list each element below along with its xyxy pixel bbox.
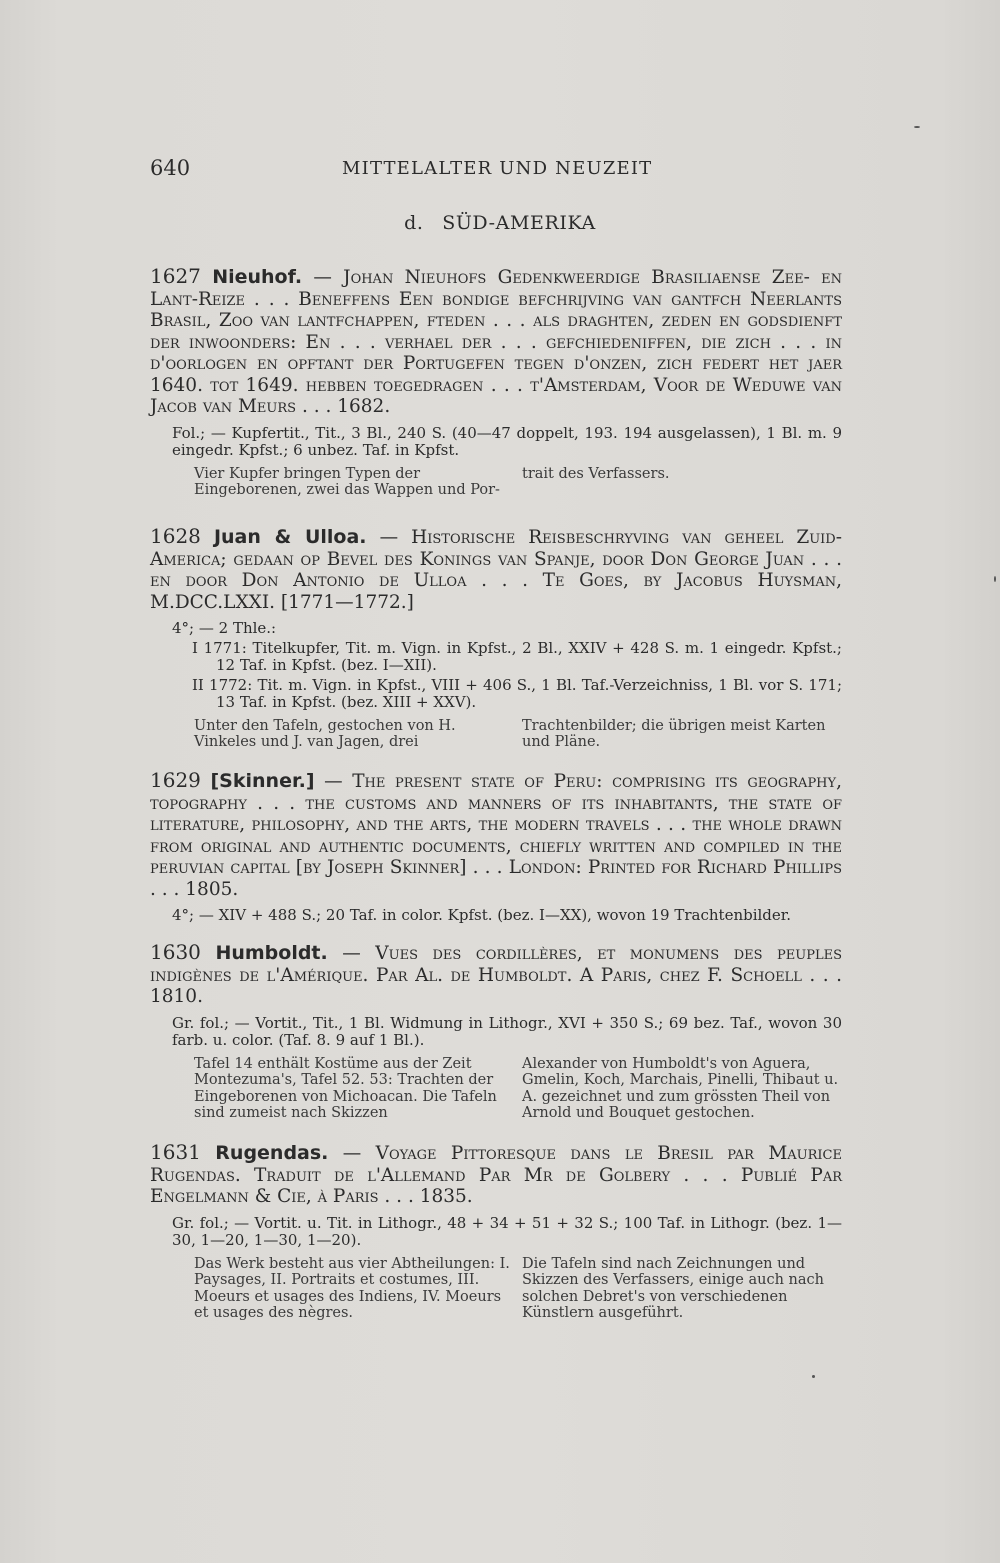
catalog-entry: [150, 266, 842, 499]
entry-heading: [150, 1142, 842, 1208]
entry-title: — Johan Nieuhofs Gedenkweerdige Brasiliaense Zee- en Lant-Reize . . . Beneffens Een bondige befchrijving van gantfch Neerlants Brasil, Zoo van lantfchappen, fteden . . . als draghten, zeden en godsdienft der inwoonders: En . . . verhael der . . . gefchiedeniffen, die zich . . . in d'oorlogen en opftant der Portugefen tegen d'onzen, zich federt het jaer 1640. tot 1649. hebben toegedragen . . . t'Amsterdam, Voor de Weduwe van Jacob van Meurs . . . 1682.: [150, 267, 842, 417]
section-title: [0, 212, 1000, 234]
paper-speck: [812, 1375, 815, 1378]
note-right: Alexander von Humboldt's von Aguera, Gmelin, Koch, Marchais, Pinelli, Thibaut u. A. gezeichnet und zum grössten Theil von Arnold und Bouquet gestochen.: [522, 1055, 839, 1121]
entry-number: 1631: [150, 1140, 201, 1164]
entry-notes: [150, 466, 842, 499]
collation-text: 4°; — 2 Thle.:: [172, 619, 277, 637]
entry-author: Nieuhof.: [212, 266, 303, 288]
catalog-entry: [150, 942, 842, 1122]
page-header: [150, 156, 840, 186]
entry-notes: [150, 718, 842, 751]
entry-author: Humboldt.: [215, 942, 328, 964]
catalog-entry: [150, 1142, 842, 1322]
entry-heading: [150, 266, 842, 418]
catalog-entry: [150, 526, 842, 751]
note-left: Unter den Tafeln, gestochen von H. Vinkeles und J. van Jagen, drei: [194, 717, 456, 750]
entry-number: 1630: [150, 940, 201, 964]
entry-heading: [150, 942, 842, 1008]
volume-line: I 1771: Titelkupfer, Tit. m. Vign. in Kpfst., 2 Bl., XXIV + 428 S. m. 1 eingedr. Kpfst.; 12 Taf. in Kpfst. (bez. I—XII).: [192, 638, 842, 674]
entry-collation: [150, 620, 842, 712]
note-left: Tafel 14 enthält Kostüme aus der Zeit Montezuma's, Tafel 52. 53: Trachten der Eingeborenen von Michoacan. Die Tafeln sind zumeist nach Skizzen: [194, 1055, 497, 1121]
entry-notes: [150, 1056, 842, 1122]
note-left: Das Werk besteht aus vier Abtheilungen: I. Paysages, II. Portraits et costumes, III. Moeurs et usages des Indiens, IV. Moeurs et usages des nègres.: [194, 1255, 510, 1321]
entry-collation: Gr. fol.; — Vortit. u. Tit. in Lithogr., 48 + 34 + 51 + 32 S.; 100 Taf. in Lithogr. (bez. 1—30, 1—20, 1—30, 1—20).: [172, 1213, 842, 1249]
catalog-entry: [150, 770, 842, 925]
running-head: MITTELALTER UND NEUZEIT: [342, 158, 653, 179]
section-letter: d.: [404, 212, 424, 234]
entry-title: — Historische Reisbeschryving van geheel Zuid-America; gedaan op Bevel des Konings van Spanje, door Don George Juan . . . en door Don Antonio de Ulloa . . . Te Goes, by Jacobus Huysman, M.DCC.LXXI. [1771—1772.]: [150, 527, 842, 613]
paper-speck: [914, 126, 920, 128]
entry-collation: Gr. fol.; — Vortit., Tit., 1 Bl. Widmung in Lithogr., XVI + 350 S.; 69 bez. Taf., wovon 30 farb. u. color. (Taf. 8. 9 auf 1 Bl.).: [172, 1013, 842, 1049]
volume-line: II 1772: Tit. m. Vign. in Kpfst., VIII + 406 S., 1 Bl. Taf.-Verzeichniss, 1 Bl. vor S. 171; 13 Taf. in Kpfst. (bez. XIII + XXV).: [192, 675, 842, 711]
note-left: Vier Kupfer bringen Typen der Eingeborenen, zwei das Wappen und Por-: [194, 465, 500, 498]
entry-title: — Voyage Pittoresque dans le Bresil par Maurice Rugendas. Traduit de l'Allemand Par Mr de Golbery . . . Publié Par Engelmann & Cie, à Paris . . . 1835.: [150, 1143, 842, 1207]
entry-author: Juan & Ulloa.: [213, 526, 367, 548]
entry-title: — Vues des cordillères, et monumens des peuples indigènes de l'Amérique. Par Al. de Humboldt. A Paris, chez F. Schoell . . . 1810.: [150, 943, 843, 1007]
note-right: Die Tafeln sind nach Zeichnungen und Skizzen des Verfassers, einige auch nach solchen Debret's von verschiedenen Künstlern ausgeführt.: [522, 1255, 824, 1321]
entry-number: 1627: [150, 264, 201, 288]
entry-title: — The present state of Peru: comprising its geography, topography . . . the customs and manners of its inhabitants, the state of literature, philosophy, and the arts, the modern travels . . . the whole drawn from original and authentic documents, chiefly written and compiled in the peruvian capital [by Joseph Skinner] . . . London: Printed for Richard Phillips . . . 1805.: [150, 771, 842, 900]
entry-collation: 4°; — XIV + 488 S.; 20 Taf. in color. Kpfst. (bez. I—XX), wovon 19 Trachtenbilder.: [172, 906, 792, 924]
entry-author: Rugendas.: [215, 1142, 329, 1164]
paper-speck: [994, 576, 996, 582]
note-right: trait des Verfassers.: [522, 465, 670, 482]
section-name: SÜD-AMERIKA: [442, 212, 596, 234]
note-right: Trachtenbilder; die übrigen meist Karten und Pläne.: [522, 717, 826, 750]
page-number: 640: [150, 156, 191, 180]
entry-number: 1629: [150, 768, 201, 792]
entry-collation: Fol.; — Kupfertit., Tit., 3 Bl., 240 S. (40—47 doppelt, 193. 194 ausgelassen), 1 Bl. m. 9 eingedr. Kpfst.; 6 unbez. Taf. in Kpfst.: [172, 423, 842, 459]
entry-author: [Skinner.]: [210, 770, 315, 792]
entry-number: 1628: [150, 524, 201, 548]
entry-notes: [150, 1256, 842, 1322]
entry-heading: [150, 526, 842, 613]
entry-heading: [150, 770, 842, 900]
